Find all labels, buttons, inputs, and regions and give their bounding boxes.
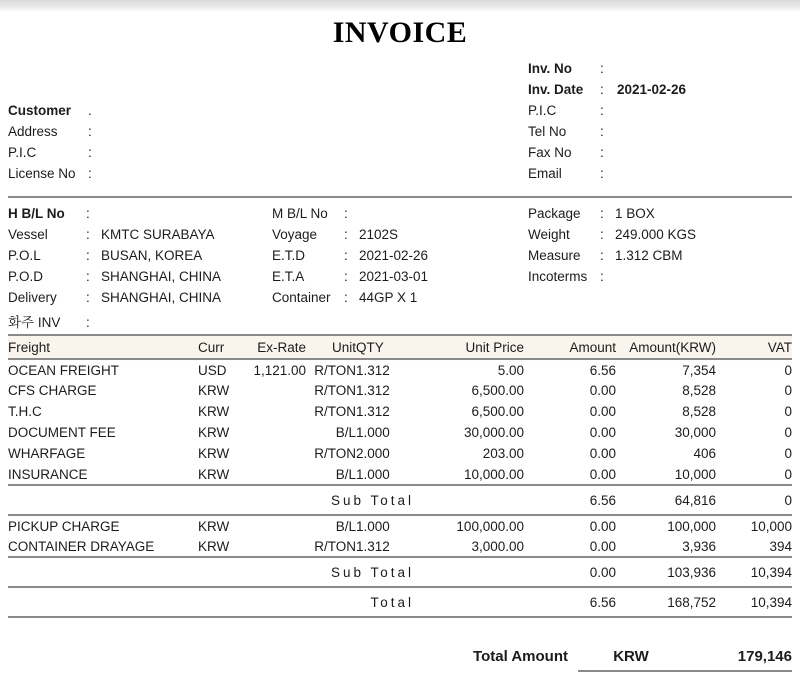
- table-body-group-2: [8, 515, 792, 557]
- cell-amount-krw: 100,000: [667, 518, 716, 534]
- shipping-left-row: [8, 206, 258, 227]
- invoice-meta-row: [528, 61, 800, 82]
- cell-unit-price: 30,000.00: [463, 425, 524, 440]
- cell-ex-rate: [244, 443, 306, 464]
- shipping-right-label: Incoterms: [528, 269, 588, 284]
- cell-vat: 0: [784, 383, 792, 398]
- shipping-right-row: [528, 227, 800, 248]
- cell-unit: R/TON: [314, 383, 356, 398]
- invoice-meta-value: 2021-02-26: [617, 82, 687, 97]
- column-header-vat: VAT: [716, 335, 792, 359]
- cell-qty: 1.312: [356, 362, 390, 378]
- subtotal-2-amount-krw: 103,936: [616, 557, 716, 587]
- cell-vat: 0: [784, 362, 792, 378]
- column-header-amount-krw: Amount(KRW): [616, 335, 716, 359]
- shipping-left-row: [8, 248, 258, 269]
- subtotal-1-label: Sub Total: [8, 485, 414, 515]
- cell-amount: 0.00: [589, 383, 616, 398]
- column-header-curr: Curr: [198, 335, 244, 359]
- invoice-meta-label: Inv. Date: [528, 82, 584, 97]
- cell-unit-price: 100,000.00: [456, 518, 524, 534]
- column-header-amount: Amount: [524, 335, 616, 359]
- customer-info-colon: :: [88, 124, 92, 139]
- customer-info-row: [8, 145, 508, 166]
- shipping-mid-colon: :: [344, 227, 348, 242]
- grand-total-label: Total: [8, 587, 414, 617]
- customer-info-row: [8, 166, 508, 187]
- total-amount-label: Total Amount: [473, 648, 568, 665]
- cell-vat: 394: [769, 538, 792, 554]
- subtotal-2-unit-price-spacer: [414, 557, 524, 587]
- shipping-left-label: Vessel: [8, 227, 48, 242]
- grand-total-amount: 6.56: [524, 587, 616, 617]
- cell-ex-rate: [244, 515, 306, 536]
- cell-unit-price: 3,000.00: [471, 538, 524, 554]
- shipping-right-value: 1 BOX: [615, 206, 655, 221]
- cell-amount-krw: 30,000: [674, 425, 716, 440]
- invoice-meta-colon: :: [600, 103, 604, 118]
- cell-description: DOCUMENT FEE: [8, 425, 116, 440]
- shipping-left-colon: :: [86, 269, 90, 284]
- shipping-mid-colon: :: [344, 248, 348, 263]
- shipping-mid-value: 44GP X 1: [359, 290, 418, 305]
- shipping-right-colon: :: [600, 227, 604, 242]
- cell-vat: 10,000: [750, 518, 792, 534]
- shipping-left-label: P.O.D: [8, 269, 44, 284]
- cell-unit: R/TON: [314, 362, 356, 378]
- cell-description: INSURANCE: [8, 466, 88, 482]
- cell-amount-krw: 8,528: [682, 383, 716, 398]
- shipping-left-label: P.O.L: [8, 248, 41, 263]
- table-row: [8, 401, 792, 422]
- shipping-mid-row: [272, 290, 522, 311]
- shipping-left-colon: :: [86, 248, 90, 263]
- shipping-right-row: [528, 269, 800, 290]
- shipping-left-colon: :: [86, 206, 90, 221]
- cell-amount: 6.56: [589, 362, 616, 378]
- shipping-left-label: Delivery: [8, 290, 57, 305]
- column-header-unit-price: Unit Price: [414, 335, 524, 359]
- customer-info-label: P.I.C: [8, 145, 37, 160]
- cell-amount-krw: 406: [693, 446, 716, 461]
- table-row: [8, 443, 792, 464]
- customer-info-colon: :: [88, 166, 92, 181]
- table-row: [8, 464, 792, 485]
- invoice-meta-row: [528, 166, 800, 187]
- shipping-left-block: [8, 206, 258, 311]
- column-header-freight: Freight: [8, 335, 198, 359]
- subtotal-2-label: Sub Total: [8, 557, 414, 587]
- shipper-invoice-colon: :: [86, 315, 90, 330]
- charges-table: [8, 334, 792, 618]
- cell-unit-price: 5.00: [497, 362, 524, 378]
- invoice-meta-colon: :: [600, 82, 604, 97]
- table-row: [8, 515, 792, 536]
- shipping-mid-label: Container: [272, 290, 331, 305]
- shipping-mid-row: [272, 227, 522, 248]
- invoice-meta-colon: :: [600, 61, 604, 76]
- total-amount-underline: [578, 670, 792, 672]
- cell-amount-krw: 10,000: [674, 466, 716, 482]
- cell-unit: B/L: [335, 425, 356, 440]
- invoice-meta-label: Email: [528, 166, 562, 181]
- cell-description: WHARFAGE: [8, 446, 86, 461]
- cell-vat: 0: [784, 425, 792, 440]
- customer-info-block: [8, 103, 508, 187]
- table-body-group-1: [8, 359, 792, 485]
- total-amount-row: [8, 648, 792, 674]
- customer-info-colon: .: [88, 103, 92, 118]
- cell-ex-rate: [244, 464, 306, 485]
- cell-ex-rate: [244, 536, 306, 557]
- shipping-mid-label: M B/L No: [272, 206, 328, 221]
- invoice-meta-colon: :: [600, 166, 604, 181]
- invoice-meta-block: [528, 61, 800, 187]
- cell-curr: KRW: [198, 446, 230, 461]
- cell-curr: KRW: [198, 425, 230, 440]
- cell-unit-price: 10,000.00: [463, 466, 524, 482]
- shipping-right-label: Weight: [528, 227, 570, 242]
- subtotal-1-amount-krw: 64,816: [616, 485, 716, 515]
- cell-description: CONTAINER DRAYAGE: [8, 538, 155, 554]
- shipping-left-value: SHANGHAI, CHINA: [101, 290, 222, 305]
- shipping-mid-label: E.T.D: [272, 248, 306, 263]
- cell-unit: R/TON: [314, 538, 356, 554]
- table-row: [8, 536, 792, 557]
- cell-unit-price: 6,500.00: [471, 383, 524, 398]
- shipper-invoice-label: 화주 INV: [8, 315, 61, 330]
- shipping-mid-label: E.T.A: [272, 269, 305, 284]
- cell-qty: 1.000: [356, 425, 390, 440]
- shipping-left-label: H B/L No: [8, 206, 65, 221]
- cell-qty: 1.312: [356, 383, 390, 398]
- shipping-mid-value: 2021-02-26: [359, 248, 429, 263]
- grand-total-row: [8, 587, 792, 617]
- cell-ex-rate: [244, 380, 306, 401]
- cell-curr: KRW: [198, 383, 230, 398]
- customer-info-colon: :: [88, 145, 92, 160]
- invoice-meta-row: [528, 124, 800, 145]
- shipping-left-colon: :: [86, 227, 90, 242]
- table-row: [8, 422, 792, 443]
- invoice-meta-row: [528, 103, 800, 124]
- shipping-right-block: [528, 206, 800, 290]
- shipping-right-colon: :: [600, 248, 604, 263]
- total-amount-value: 179,146: [737, 648, 792, 665]
- cell-vat: 0: [784, 466, 792, 482]
- page-title: INVOICE: [332, 16, 468, 49]
- shipping-left-value: BUSAN, KOREA: [101, 248, 203, 263]
- cell-amount-krw: 3,936: [682, 538, 716, 554]
- invoice-meta-label: Inv. No: [528, 61, 573, 76]
- customer-info-label: Customer: [8, 103, 72, 118]
- invoice-meta-colon: :: [600, 145, 604, 160]
- subtotal-2-amount: 0.00: [524, 557, 616, 587]
- shipping-right-colon: :: [600, 206, 604, 221]
- cell-curr: KRW: [198, 518, 230, 534]
- shipping-right-label: Measure: [528, 248, 581, 263]
- table-header-row: [8, 335, 792, 359]
- cell-qty: 1.000: [356, 466, 390, 482]
- table-row: [8, 359, 792, 380]
- cell-curr: KRW: [198, 466, 230, 482]
- shipping-mid-label: Voyage: [272, 227, 318, 242]
- table-header: [8, 335, 792, 359]
- shipping-mid-row: [272, 206, 522, 227]
- invoice-meta-colon: :: [600, 124, 604, 139]
- top-gradient-band: [0, 0, 800, 12]
- cell-unit: R/TON: [314, 404, 356, 419]
- cell-ex-rate: [244, 401, 306, 422]
- shipping-left-row: [8, 290, 258, 311]
- invoice-meta-label: Fax No: [528, 145, 572, 160]
- cell-description: OCEAN FREIGHT: [8, 362, 120, 378]
- customer-info-label: License No: [8, 166, 76, 181]
- shipping-mid-colon: :: [344, 290, 348, 305]
- cell-amount: 0.00: [589, 404, 616, 419]
- divider-above-shipping: [8, 196, 792, 198]
- shipper-invoice-block: [8, 311, 258, 332]
- cell-amount: 0.00: [589, 446, 616, 461]
- cell-qty: 1.312: [356, 538, 390, 554]
- table-subtotal-2: [8, 557, 792, 587]
- subtotal-1-amount: 6.56: [524, 485, 616, 515]
- shipping-right-colon: :: [600, 269, 604, 284]
- cell-ex-rate: [244, 422, 306, 443]
- cell-description: T.H.C: [8, 404, 42, 419]
- table-row: [8, 380, 792, 401]
- shipping-mid-colon: :: [344, 206, 348, 221]
- invoice-meta-row: [528, 82, 800, 103]
- invoice-meta-label: P.I.C: [528, 103, 557, 118]
- shipping-mid-value: 2102S: [359, 227, 399, 242]
- shipper-invoice-row: [8, 311, 258, 332]
- shipping-right-row: [528, 248, 800, 269]
- shipping-right-row: [528, 206, 800, 227]
- table-subtotal-1: [8, 485, 792, 515]
- cell-amount-krw: 8,528: [682, 404, 716, 419]
- cell-vat: 0: [784, 446, 792, 461]
- grand-total-unit-price-spacer: [414, 587, 524, 617]
- cell-amount: 0.00: [589, 425, 616, 440]
- cell-unit-price: 6,500.00: [471, 404, 524, 419]
- cell-qty: 1.000: [356, 518, 390, 534]
- cell-curr: KRW: [198, 404, 230, 419]
- shipping-right-value: 249.000 KGS: [615, 227, 697, 242]
- customer-info-label: Address: [8, 124, 58, 139]
- cell-curr: KRW: [198, 538, 230, 554]
- column-header-ex-rate: Ex-Rate: [244, 335, 306, 359]
- column-header-unit: Unit: [306, 335, 356, 359]
- subtotal-1-unit-price-spacer: [414, 485, 524, 515]
- subtotal-1-vat: 0: [716, 485, 792, 515]
- cell-unit: B/L: [335, 466, 356, 482]
- shipping-mid-value: 2021-03-01: [359, 269, 429, 284]
- cell-unit: B/L: [335, 518, 356, 534]
- grand-total-vat: 10,394: [716, 587, 792, 617]
- shipping-left-value: KMTC SURABAYA: [101, 227, 215, 242]
- cell-curr: USD: [198, 362, 227, 378]
- cell-amount: 0.00: [589, 518, 616, 534]
- customer-info-row: [8, 124, 508, 145]
- shipping-right-value: 1.312 CBM: [615, 248, 683, 263]
- shipping-mid-row: [272, 248, 522, 269]
- cell-qty: 1.312: [356, 404, 390, 419]
- table-total-row: [8, 587, 792, 617]
- cell-vat: 0: [784, 404, 792, 419]
- invoice-meta-row: [528, 145, 800, 166]
- shipping-left-colon: :: [86, 290, 90, 305]
- shipping-mid-row: [272, 269, 522, 290]
- cell-description: CFS CHARGE: [8, 383, 97, 398]
- cell-description: PICKUP CHARGE: [8, 518, 120, 534]
- cell-ex-rate: 1,121.00: [253, 362, 306, 378]
- cell-unit: R/TON: [314, 446, 356, 461]
- shipping-left-row: [8, 269, 258, 290]
- shipping-right-label: Package: [528, 206, 581, 221]
- cell-amount: 0.00: [589, 538, 616, 554]
- grand-total-amount-krw: 168,752: [616, 587, 716, 617]
- customer-info-row: [8, 103, 508, 124]
- cell-amount: 0.00: [589, 466, 616, 482]
- cell-qty: 2.000: [356, 446, 390, 461]
- shipping-left-row: [8, 227, 258, 248]
- column-header-qty: QTY: [356, 335, 414, 359]
- invoice-meta-label: Tel No: [528, 124, 567, 139]
- cell-amount-krw: 7,354: [682, 362, 716, 378]
- subtotal-2-row: [8, 557, 792, 587]
- cell-unit-price: 203.00: [482, 446, 524, 461]
- total-amount-currency: KRW: [613, 648, 649, 665]
- shipping-left-value: SHANGHAI, CHINA: [101, 269, 222, 284]
- shipping-mid-block: [272, 206, 522, 311]
- subtotal-1-row: [8, 485, 792, 515]
- subtotal-2-vat: 10,394: [716, 557, 792, 587]
- shipping-mid-colon: :: [344, 269, 348, 284]
